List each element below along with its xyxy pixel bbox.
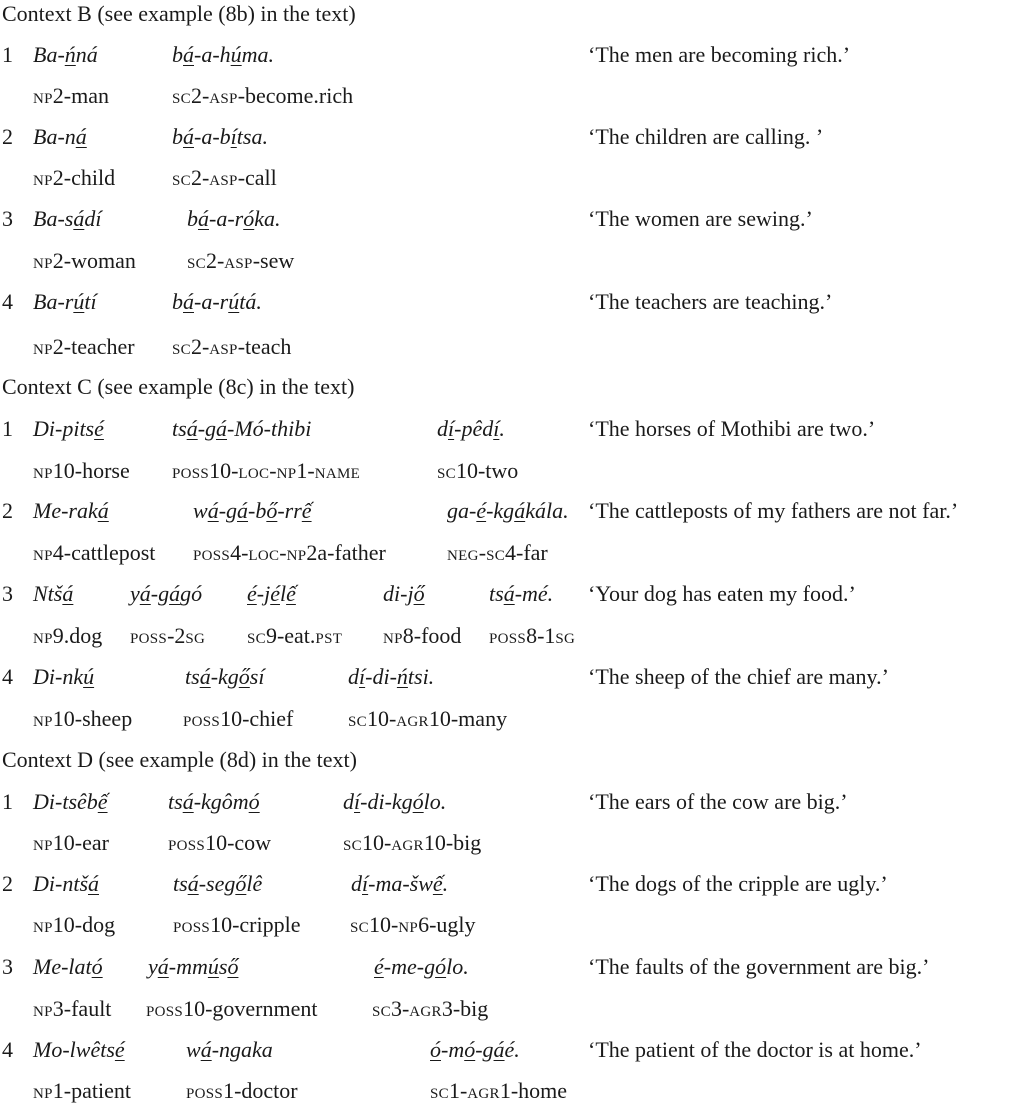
example-word: Ntšá (33, 581, 74, 606)
gloss: sc10-two (437, 458, 519, 483)
example-word: Di-pitsé (33, 416, 104, 441)
gloss: np4-cattlepost (33, 540, 156, 565)
gloss: np10-ear (33, 830, 109, 855)
example-number: 4 (2, 1037, 13, 1062)
example-word: tsá-segőlê (173, 871, 263, 896)
example-row (0, 124, 1033, 150)
example-number: 2 (2, 871, 13, 896)
example-number: 2 (2, 124, 13, 149)
gloss: np1-patient (33, 1078, 131, 1103)
example-word: yá-gágó (130, 581, 203, 606)
example-word: wá-gá-bő-rrế (193, 498, 312, 523)
context-b-heading: Context B (see example (8b) in the text) (2, 1, 356, 26)
example-word: Ba-ńná (33, 42, 98, 67)
example-translation: ‘The teachers are teaching.’ (588, 289, 833, 314)
context-c-heading: Context C (see example (8c) in the text) (2, 374, 355, 399)
gloss: np3-fault (33, 996, 112, 1021)
gloss: sc3-agr3-big (372, 996, 489, 1021)
example-word: tsá-mé. (489, 581, 554, 606)
example-word: Di-nkú (33, 664, 95, 689)
example-word: tsá-gá-Mó-thibi (172, 416, 312, 441)
example-word: Mo-lwêtsé (33, 1037, 125, 1062)
example-word: wá-ngaka (186, 1037, 273, 1062)
gloss-row (0, 248, 1033, 274)
example-row (0, 871, 1033, 897)
example-number: 1 (2, 42, 13, 67)
gloss: poss10-cow (168, 830, 272, 855)
example-row (0, 954, 1033, 980)
example-word: bá-a-rútá. (172, 289, 262, 314)
gloss: np2-teacher (33, 334, 135, 359)
context-d-heading: Context D (see example (8d) in the text) (2, 747, 357, 772)
example-translation: ‘The men are becoming rich.’ (588, 42, 851, 67)
example-row (0, 581, 1033, 607)
example-row (0, 42, 1033, 68)
example-word: Ba-sádí (33, 206, 102, 231)
example-row (0, 789, 1033, 815)
example-translation: ‘Your dog has eaten my food.’ (588, 581, 856, 606)
example-row (0, 498, 1033, 524)
gloss-row (0, 83, 1033, 109)
gloss-row (0, 334, 1033, 360)
example-number: 1 (2, 789, 13, 814)
example-word: é-jélế (247, 581, 296, 606)
gloss: sc2-asp-become.rich (172, 83, 354, 108)
gloss: poss10-government (146, 996, 318, 1021)
example-translation: ‘The women are sewing.’ (588, 206, 813, 231)
gloss-row (0, 540, 1033, 566)
gloss: sc2-asp-sew (187, 248, 295, 273)
gloss: np10-sheep (33, 706, 133, 731)
gloss-row (0, 912, 1033, 938)
example-word: di-jő (383, 581, 425, 606)
gloss: np10-dog (33, 912, 116, 937)
gloss: np9.dog (33, 623, 103, 648)
example-number: 2 (2, 498, 13, 523)
gloss-row (0, 165, 1033, 191)
example-number: 3 (2, 206, 13, 231)
example-word: dí-pêdí. (437, 416, 505, 441)
example-translation: ‘The children are calling. ’ (588, 124, 824, 149)
example-word: yá-mmúső (148, 954, 239, 979)
gloss: poss4-loc-np2a-father (193, 540, 386, 565)
example-word: tsá-kgômó (168, 789, 260, 814)
example-word: Me-lató (33, 954, 103, 979)
gloss: poss10-loc-np1-name (172, 458, 361, 483)
example-word: dí-di-ńtsi. (348, 664, 435, 689)
gloss-row (0, 623, 1033, 649)
gloss: poss8-1sg (489, 623, 576, 648)
example-translation: ‘The dogs of the cripple are ugly.’ (588, 871, 888, 896)
gloss: sc2-asp-call (172, 165, 277, 190)
gloss-row (0, 996, 1033, 1022)
example-row (0, 416, 1033, 442)
gloss-row (0, 1078, 1033, 1104)
gloss: neg-sc4-far (447, 540, 548, 565)
example-word: bá-a-róka. (187, 206, 281, 231)
example-word: é-me-gólo. (374, 954, 469, 979)
gloss: poss1-doctor (186, 1078, 298, 1103)
gloss-row (0, 458, 1033, 484)
example-row (0, 1037, 1033, 1063)
example-number: 4 (2, 289, 13, 314)
example-word: Ba-ná (33, 124, 87, 149)
example-word: dí-di-kgólo. (343, 789, 447, 814)
gloss: sc10-np6-ugly (350, 912, 476, 937)
gloss: sc1-agr1-home (430, 1078, 568, 1103)
gloss: np2-man (33, 83, 109, 108)
gloss: sc10-agr10-many (348, 706, 508, 731)
example-translation: ‘The sheep of the chief are many.’ (588, 664, 889, 689)
example-translation: ‘The faults of the government are big.’ (588, 954, 930, 979)
example-row (0, 289, 1033, 315)
example-word: bá-a-bítsa. (172, 124, 268, 149)
example-number: 3 (2, 954, 13, 979)
example-row (0, 664, 1033, 690)
gloss-row (0, 706, 1033, 732)
example-word: Di-tsêbế (33, 789, 108, 814)
example-number: 4 (2, 664, 13, 689)
gloss: poss10-chief (183, 706, 294, 731)
example-row (0, 206, 1033, 232)
example-translation: ‘The patient of the doctor is at home.’ (588, 1037, 922, 1062)
gloss: np2-child (33, 165, 116, 190)
gloss: sc2-asp-teach (172, 334, 292, 359)
example-word: ó-mó-gáé. (430, 1037, 520, 1062)
gloss: np10-horse (33, 458, 130, 483)
example-word: Me-raká (33, 498, 109, 523)
example-translation: ‘The ears of the cow are big.’ (588, 789, 848, 814)
gloss: poss10-cripple (173, 912, 301, 937)
example-translation: ‘The cattleposts of my fathers are not far.’ (588, 498, 959, 523)
gloss: np8-food (383, 623, 462, 648)
example-word: tsá-kgősí (185, 664, 265, 689)
example-number: 3 (2, 581, 13, 606)
gloss: sc9-eat.pst (247, 623, 343, 648)
example-translation: ‘The horses of Mothibi are two.’ (588, 416, 876, 441)
gloss-row (0, 830, 1033, 856)
gloss: sc10-agr10-big (343, 830, 482, 855)
example-word: ga-é-kgákála. (447, 498, 569, 523)
gloss: np2-woman (33, 248, 136, 273)
gloss: poss-2sg (130, 623, 206, 648)
example-word: dí-ma-šwế. (351, 871, 449, 896)
example-word: Ba-rútí (33, 289, 97, 314)
example-word: bá-a-húma. (172, 42, 275, 67)
example-word: Di-ntšá (33, 871, 99, 896)
example-number: 1 (2, 416, 13, 441)
